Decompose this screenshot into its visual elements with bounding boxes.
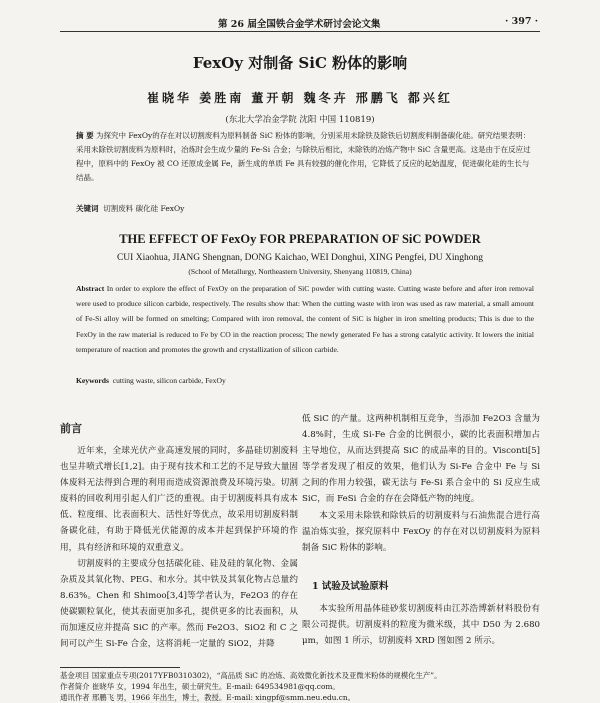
section1-heading: 1 试验及试验原料 (312, 581, 389, 592)
english-affiliation: (School of Metallurgy, Northeastern University, Shenyang 110819, China) (188, 267, 412, 276)
intro-heading: 前言 (60, 422, 82, 435)
english-title: THE EFFECT OF FexOy FOR PREPARATION OF SiC POWDER (119, 232, 481, 246)
header-rule (60, 31, 540, 32)
paper-title: FexOy 对制备 SiC 粉体的影响 (192, 54, 408, 72)
abstract-cn-label: 摘 要 (76, 131, 94, 140)
left-column (60, 443, 298, 652)
right-column (302, 411, 540, 556)
footnote-funding: 基金项目 国家重点专项(2017YFB0310302)，“高品质 SiC 的冶炼、高效微化新技术及亚微米粉体的规模化生产”。 (60, 671, 442, 680)
footnote-rule (60, 667, 180, 668)
english-abstract-label: Abstract (76, 284, 105, 293)
left-paragraph-2: 切割废料的主要成分包括碳化硅、硅及硅的氧化物、金属杂质及其氧化物、PEG、和水分。其中铁及其氧化物占总量约 8.63%。Chen 和 Shimoo[3,4]等学者认为，Fe2O3 的存在使碳颗粒氧化，使其表面更加多孔，提供更多的比表面积，从而加速反应并提高 SiC 的产率。然而 Fe2O3、SiO2 和 C 之间可以产生 Si-Fe 合金，这将消耗一定量的 SiO2，并降 (60, 558, 298, 650)
affiliation-cn: (东北大学冶金学院 沈阳 中国 110819) (225, 115, 375, 125)
english-abstract (76, 281, 534, 357)
english-keywords-text: cutting waste, silicon carbide, FexOy (112, 376, 226, 385)
left-paragraph-1: 近年来，全球光伏产业高速发展的同时，多晶硅切割废料也呈井喷式增长[1,2]。由于现有技术和工艺的不足导致大量固体废料无法得到合理的利用而造成资源浪费及环境污染。切割废料的回收利用引起人们广泛的重视。由于切割废料具有成本低、粒度细、比表面积大、活性好等优点，故采用切割废料制备碳化硅，有助于降低光伏能源的成本并起到保护环境的作用，具有经济和环境的双重意义。 (60, 446, 298, 553)
right-column-section1: 本实验所用晶体硅砂浆切割废料由江苏浩博新材料股份有限公司提供。切割废料的粒度为微米级，其中 D50 为 2.680 μm，如图 1 所示，切割废料 XRD 图如图 2 所示。 (302, 604, 540, 647)
running-header: 第 26 届全国铁合金学术研讨会论文集 (218, 19, 381, 30)
keywords-cn (76, 203, 534, 214)
english-keywords (76, 376, 534, 385)
keywords-cn-text: 切割废料 碳化硅 FexOy (103, 204, 185, 213)
footnote-corresponding: 通讯作者 邢鹏飞 男，1966 年出生，博士，教授。E-mail: xingpf@smm.neu.edu.cn。 (60, 693, 356, 702)
abstract-cn (76, 129, 534, 185)
footnote-author: 作者简介 崔晓华 女，1994 年出生，硕士研究生。E-mail: 649534981@qq.com。 (60, 682, 340, 691)
keywords-cn-label: 关键词 (76, 204, 99, 213)
abstract-cn-text: 为探究中 FexOy的存在对以切割废料为原料制备 SiC 粉体的影响，分别采用未除铁及除铁后切割废料制备碳化硅。研究结果表明：采用未除铁切割废料为原料时，冶炼时会生成少量的 Fe-Si 合金；与除铁后相比，未除铁的冶炼产物中 SiC 含量更高。这是由于在反应过程中，原料中的 FexOy 被 CO 还原成金属 Fe，新生成的单质 Fe 具有较强的催化作用，它降低了反应的起始温度，促进碳化硅的生长与结晶。 (76, 131, 531, 182)
right-paragraph-2: 本文采用未除铁和除铁后的切割废料与石油焦混合进行高温冶炼实验，探究原料中 FexOy 的存在对以切割废料为原料制备 SiC 粉体的影响。 (302, 510, 540, 553)
authors-cn: 崔晓华 姜胜南 董开朝 魏冬卉 邢鹏飞 都兴红 (147, 91, 453, 105)
english-keywords-label: Keywords (76, 376, 109, 385)
footnotes (60, 670, 540, 703)
right-paragraph-1: 低 SiC 的产量。这两种机制相互竞争，当添加 Fe2O3 含量为 4.8%时，生成 Si-Fe 合金的比例很小，碳的比表面积增加占主导地位，从而达到提高 SiC 的成品率的目的。Visconti[5]等学者发现了相反的效果，他们认为 Si-Fe 合金中 Fe 与 Si 之间的作用力较强，碳无法与 Fe-Si 系合金中的 Si 反应生成 SiC，而 FeSi 合金的存在会降低产物的纯度。 (302, 414, 540, 505)
page-number: · 397 · (505, 16, 539, 27)
english-abstract-text: In order to explore the effect of FexOy on the preparation of SiC powder with cutting waste. Cutting waste before and after iron removal were used to produce silicon carbide, respectively. The results show that: When the cutting waste with iron was used as raw material, a small amount of Fe-Si alloy will be formed on smelting; Compared with iron removal, the content of SiC is higher in iron smelting products; This is due to the FexOy in the raw material is reduced to Fe by CO in the reaction process; The newly generated Fe has a strong catalytic activity. It lowers the initial temperature of reaction and promotes the growth and crystallization of silicon carbide. (76, 284, 534, 354)
english-authors: CUI Xiaohua, JIANG Shengnan, DONG Kaichao, WEI Donghui, XING Pengfei, DU Xinghong (116, 253, 484, 263)
